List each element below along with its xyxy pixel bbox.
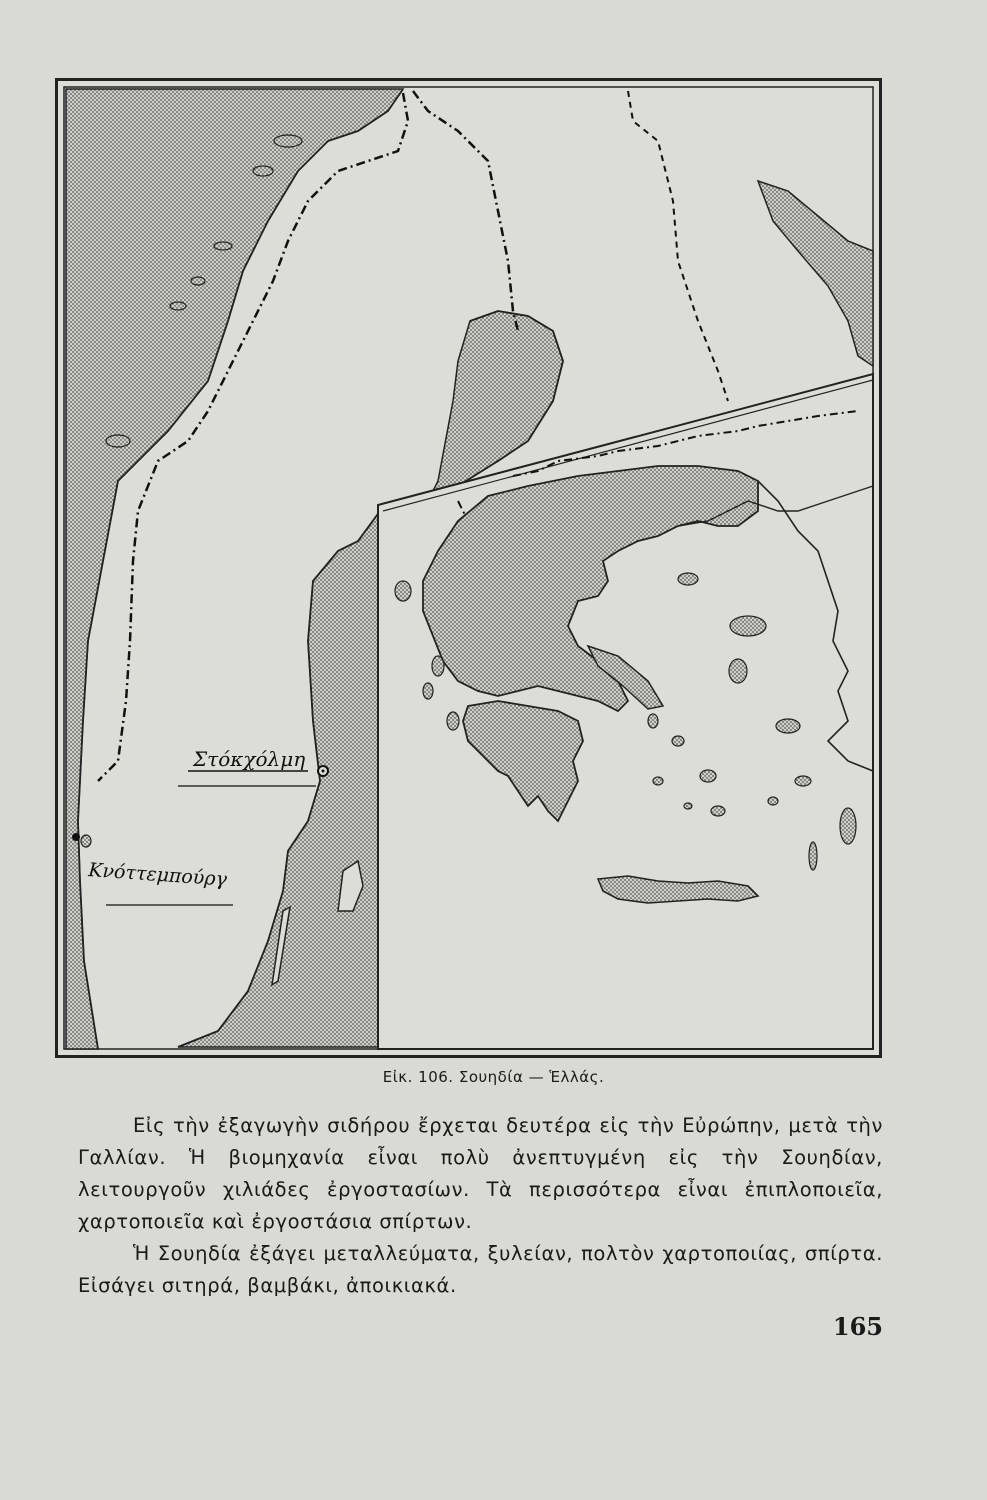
label-gothenburg: Κνόττεμπούργ [87, 859, 228, 891]
body-text [78, 1110, 883, 1302]
gothenburg-marker [72, 833, 80, 841]
border-finland-russia [628, 91, 728, 401]
map-drawing [58, 81, 879, 1055]
figure-caption: Εἰκ. 106. Σουηδία — Ἑλλάς. [382, 1068, 605, 1086]
paragraph-2: Ἡ Σουηδία ἐξάγει μεταλλεύματα, ξυλείαν, πολτὸν χαρτοποιίας, σπίρτα. Εἰσάγει σιτηρά, βαμβάκι, ἀποικιακά. [78, 1242, 883, 1297]
paragraph-1: Εἰς τὴν ἐξαγωγὴν σιδήρου ἔρχεται δευτέρα εἰς τὴν Εὐρώπην, μετὰ τὴν Γαλλίαν. Ἡ βιομηχανία εἶναι πολὺ ἀνεπτυγμένη εἰς τὴν Σουηδίαν, λειτουργοῦν χιλιάδες ἐργοστασίων. Τὰ περισσότερα εἶναι ἐπιπλοποιεῖα, χαρτοποιεῖα καὶ ἐργοστάσια σπίρτων. [78, 1114, 883, 1233]
map-figure [55, 78, 882, 1058]
label-stockholm: Στόκχόλμη [193, 747, 306, 771]
sea-northeast [758, 181, 873, 366]
page-number: 165 [832, 1312, 883, 1341]
border-sweden-finland [413, 91, 518, 331]
